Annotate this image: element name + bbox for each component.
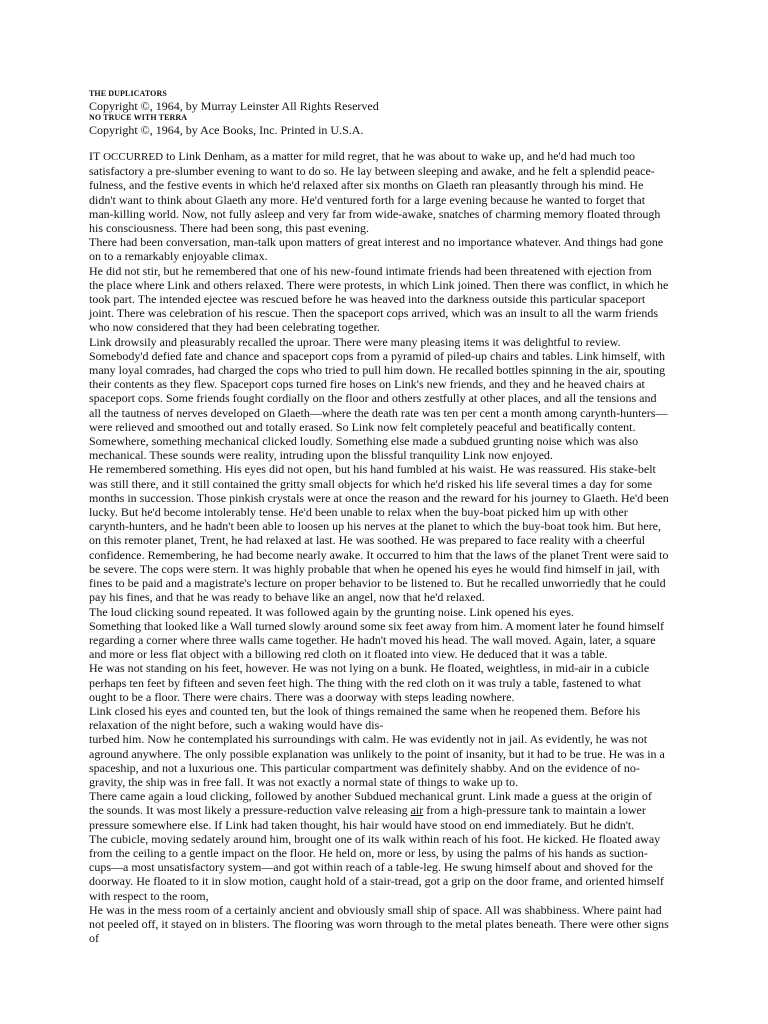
spacer xyxy=(89,137,669,149)
air-link[interactable]: air xyxy=(410,803,424,818)
paragraph: He was not standing on his feet, however. He was not lying on a bunk. He floated, weightless, in mid-air in a cubicle perhaps ten feet by fifteen and seven feet high. The thing with the red cloth on it was truly a table, fastened to what ought to be a floor. There were chairs. There was a doorway with steps leading nowhere. xyxy=(89,661,650,704)
opening-text: to Link Denham, as a matter for mild regret, that he was about to wake up, and he'd had much too satisfactory a pre-slumber evening to want to do so. He lay between sleeping and awake, and he felt a splendid peace-fulness, and the festive events in which he'd relaxed after six months on Glaeth ran pleasantly through his mind. He didn't want to think about Glaeth any more. He'd ventured forth for a large evening because he wanted to forget that man-killing world. Now, not fully asleep and very far from wide-awake, snatches of charming memory floated through his consciousness. There had been song, this past evening. xyxy=(89,149,661,236)
paragraph: The loud clicking sound repeated. It was followed again by the grunting noise. Link opened his eyes. xyxy=(89,604,574,619)
opening-paragraph xyxy=(89,149,669,235)
paragraph: Somewhere, something mechanical clicked loudly. Something else made a subdued grunting noise which was also mechanical. These sounds were reality, intruding upon the blissful tranquility Link now enjoyed. xyxy=(89,434,639,463)
air-paragraph-before: There came again a loud clicking, followed by another Subdued mechanical grunt. Link made a guess at the origin of the sounds. It was most likely a pressure-reduction valve releasing xyxy=(89,789,652,818)
opening-word: IT xyxy=(89,149,101,163)
copyright-line: Copyright ©, 1964, by Ace Books, Inc. Printed in U.S.A. xyxy=(89,123,364,137)
paragraph: He was in the mess room of a certainly ancient and obviously small ship of space. All was shabbiness. Where paint had not peeled off, it stayed on in blisters. The flooring was worn through to the metal plates beneath. There were other signs of xyxy=(89,902,669,946)
air-paragraph-after: from a high-pressure tank to maintain a lower pressure somewhere else. If Link had taken thought, his hair would have stood on end immediately. But he didn't. xyxy=(89,803,646,832)
opening-smallcaps: OCCURRED xyxy=(103,151,164,163)
paragraph: Something that looked like a Wall turned slowly around some six feet away from him. A moment later he found himself regarding a corner where three walls came together. He hadn't moved his head. The wall moved. Again, later, a square and more or less flat object with a billowing red cloth on it floated into view. He deduced that it was a table. xyxy=(89,618,665,662)
paragraph: Link closed his eyes and counted ten, but the look of things remained the same when he reopened them. Before his relaxation of the night before, such a waking would have dis- xyxy=(89,703,641,733)
copyright-line: Copyright ©, 1964, by Murray Leinster All Rights Reserved xyxy=(89,99,379,113)
text-column xyxy=(89,89,669,945)
paragraph: The cubicle, moving sedately around him, brought one of its walk within reach of his foot. He kicked. He floated away from the ceiling to a gentle impact on the floor. He held on, more or less, by using the palms of his hands as suction-cups—a most unsatisfactory system—and got within reach of a table-leg. He swung himself about and shoved for the doorway. He floated to it in slow motion, caught hold of a stair-tread, got a grip on the door frame, and oriented himself with respect to the room, xyxy=(89,831,664,903)
story-title: NO TRUCE WITH TERRA xyxy=(89,113,188,122)
paragraph: Link drowsily and pleasurably recalled the uproar. There were many pleasing items it was delightful to review. Somebody'd defied fate and chance and spaceport cops from a pyramid of piled-up chairs and tables. Link himself, with many loyal comrades, had charged the cops who tried to pull him down. He recalled bottles spinning in the air, spouting their contents as they flew. Spaceport cops turned fire hoses on Link's new friends, and they and he heaved chairs at spaceport cops. Some friends fought cordially on the floor and others zestfully at other places, and all the tensions and all the tautness of nerves developed on Glaeth—where the death rate was ten per cent a month among carynth-hunters—were relieved and smoothed out and totally erased. So Link now felt completely peaceful and beatifically content. xyxy=(89,334,668,434)
paragraph: turbed him. Now he contemplated his surroundings with calm. He was evidently not in jail. As evidently, he was not aground anywhere. The only possible explanation was unlikely to the point of insanity, but it had to be true. He was in a spaceship, and not a luxurious one. This particular compartment was definitely shabby. And on the evidence of no-gravity, the ship was in free fall. It was not exactly a normal state of things to wake up to. xyxy=(89,732,665,789)
paragraph: He remembered something. His eyes did not open, but his hand fumbled at his waist. He was reassured. His stake-belt was still there, and it still contained the gritty small objects for which he'd risked his life several times a day for some months in succession. Those pinkish crystals were at once the reason and the reward for his journey to Glaeth. He'd been lucky. But he'd become intolerably tense. He'd been unable to relax when the buy-boat picked him up with other carynth-hunters, and he hadn't been able to loosen up his nerves at the planet to which the buy-boat took him. But here, on this remoter planet, Trent, he had relaxed at last. He was soothed. He was prepared to face reality with a cheerful confidence. Remembering, he had become nearly awake. It occurred to him that the laws of the planet Trent were said to be severe. The cops were stern. It was highly probable that when he opened his eyes he would find himself in jail, with fines to be paid and a magistrate's lecture on proper behavior to be listened to. But he recalled unworriedly that he could pay his fines, and that he was ready to behave like an angel, now that he'd relaxed. xyxy=(89,462,669,605)
paragraph xyxy=(89,789,669,832)
book-title: THE DUPLICATORS xyxy=(89,89,167,98)
paragraph: He did not stir, but he remembered that one of his new-found intimate friends had been threatened with ejection from the place where Link and others relaxed. There were protests, in which Link joined. Then there was conflict, in which he took part. The intended ejectee was rescued before he was heaved into the darkness outside this particular spaceport joint. There was celebration of his rescue. Then the spaceport cops arrived, which was an insult to all the warm friends who now considered that they had been celebrating together. xyxy=(89,263,669,335)
paragraph: There had been conversation, man-talk upon matters of great interest and no importance whatever. And things had gone on to a remarkably enjoyable climax. xyxy=(89,235,664,264)
